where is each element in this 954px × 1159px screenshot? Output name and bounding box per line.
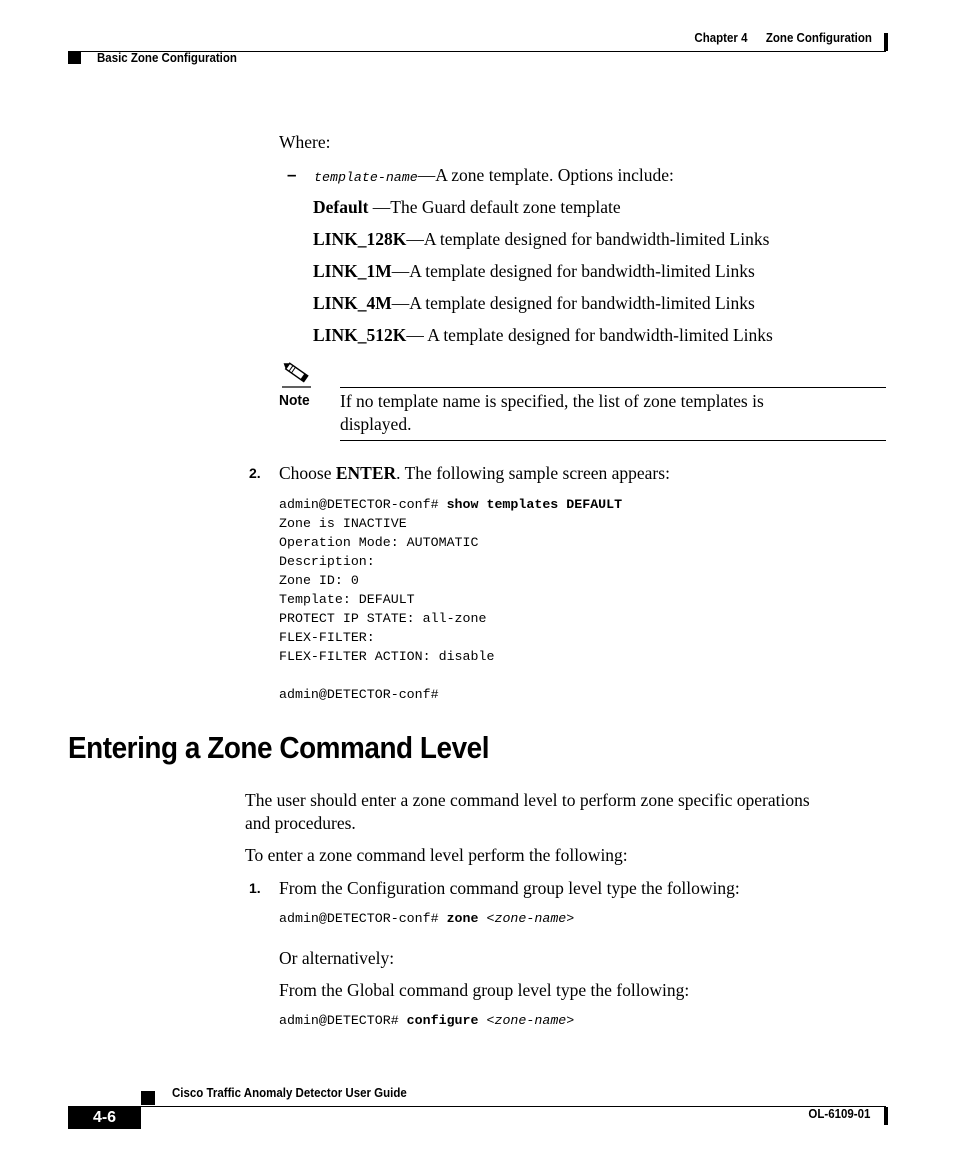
option-default	[313, 196, 621, 218]
code-line: FLEX-FILTER:	[279, 630, 375, 645]
param-line	[314, 164, 674, 189]
option-name: LINK_512K	[313, 325, 407, 345]
code-line: PROTECT IP STATE: all-zone	[279, 611, 487, 626]
option-link-4m	[313, 292, 755, 314]
option-desc: —A template designed for bandwidth-limited Links	[406, 229, 770, 249]
doc-number: OL-6109-01	[807, 1107, 870, 1121]
note-text-line1: If no template name is specified, the list of zone templates is	[340, 391, 764, 411]
sample-screen-code	[279, 495, 622, 704]
step-2-post: . The following sample screen appears:	[396, 463, 670, 483]
code-arg: zone-name	[494, 1013, 567, 1028]
option-link-1m	[313, 260, 755, 282]
where-label: Where:	[279, 132, 331, 152]
code-line-command	[279, 495, 622, 514]
step-2-pre: Choose	[279, 463, 336, 483]
code-command: zone	[446, 911, 479, 926]
code-line: Zone is INACTIVE	[279, 516, 407, 531]
code-line: FLEX-FILTER ACTION: disable	[279, 649, 495, 664]
code-line: Template: DEFAULT	[279, 592, 415, 607]
option-link-512k	[313, 324, 773, 346]
chapter-title: Zone Configuration	[765, 31, 872, 45]
code-blank-line	[279, 666, 622, 685]
option-name: LINK_4M	[313, 293, 392, 313]
step-1-number: 1.	[249, 880, 261, 896]
step-2-bold: ENTER	[335, 463, 397, 483]
footer-guide-title: Cisco Traffic Anomaly Detector User Guide	[172, 1086, 407, 1100]
code-arg-open: <	[478, 1013, 495, 1028]
option-desc: —The Guard default zone template	[368, 197, 621, 217]
option-link-128k	[313, 228, 769, 250]
option-name: LINK_1M	[313, 261, 392, 281]
param-name: template-name	[314, 170, 418, 185]
step-2-number: 2.	[249, 465, 261, 481]
option-name: LINK_128K	[313, 229, 407, 249]
note-bottom-rule	[340, 440, 886, 441]
header-bar	[884, 33, 888, 51]
code-arg-close: >	[566, 1013, 575, 1028]
code-arg: zone-name	[494, 911, 567, 926]
zone-command-code	[279, 909, 574, 928]
code-prompt: admin@DETECTOR-conf#	[279, 911, 447, 926]
intro-line2: and procedures.	[245, 813, 356, 833]
option-name: Default	[313, 197, 369, 217]
param-bullet: –	[287, 165, 297, 184]
code-line: Zone ID: 0	[279, 573, 359, 588]
code-prompt: admin@DETECTOR#	[279, 1013, 407, 1028]
code-command: configure	[406, 1013, 479, 1028]
code-command: show templates DEFAULT	[446, 497, 623, 512]
running-header-chapter	[695, 31, 872, 45]
intro-line1: The user should enter a zone command level to perform zone specific operations	[245, 790, 810, 810]
note-top-rule	[340, 387, 886, 388]
code-arg-close: >	[566, 911, 575, 926]
header-square-marker	[68, 51, 81, 64]
note-label: Note	[279, 392, 310, 409]
running-header-section: Basic Zone Configuration	[97, 51, 237, 65]
footer-square-marker	[141, 1091, 155, 1105]
code-end-prompt: admin@DETECTOR-conf#	[279, 687, 439, 702]
param-desc: —A zone template. Options include:	[417, 165, 674, 185]
page-number: 4-6	[68, 1106, 141, 1129]
code-line: Description:	[279, 554, 375, 569]
chapter-number: Chapter 4	[694, 31, 748, 45]
note-text-line2: displayed.	[340, 414, 412, 434]
to-enter-text: To enter a zone command level perform the following:	[245, 845, 628, 865]
code-prompt: admin@DETECTOR-conf#	[279, 497, 447, 512]
step-2-text	[279, 462, 670, 484]
pencil-note-icon	[281, 360, 313, 388]
or-alternatively: Or alternatively:	[279, 948, 395, 968]
option-desc: —A template designed for bandwidth-limited Links	[391, 261, 755, 281]
section-heading: Entering a Zone Command Level	[68, 730, 490, 765]
option-desc: — A template designed for bandwidth-limited Links	[406, 325, 773, 345]
configure-command-code	[279, 1011, 574, 1030]
footer-rule	[141, 1106, 886, 1107]
global-level-text: From the Global command group level type the following:	[279, 980, 690, 1000]
code-arg-open: <	[478, 911, 495, 926]
code-line: Operation Mode: AUTOMATIC	[279, 535, 479, 550]
option-desc: —A template designed for bandwidth-limited Links	[391, 293, 755, 313]
step-1-text: From the Configuration command group level type the following:	[279, 878, 740, 898]
footer-bar	[884, 1107, 888, 1125]
